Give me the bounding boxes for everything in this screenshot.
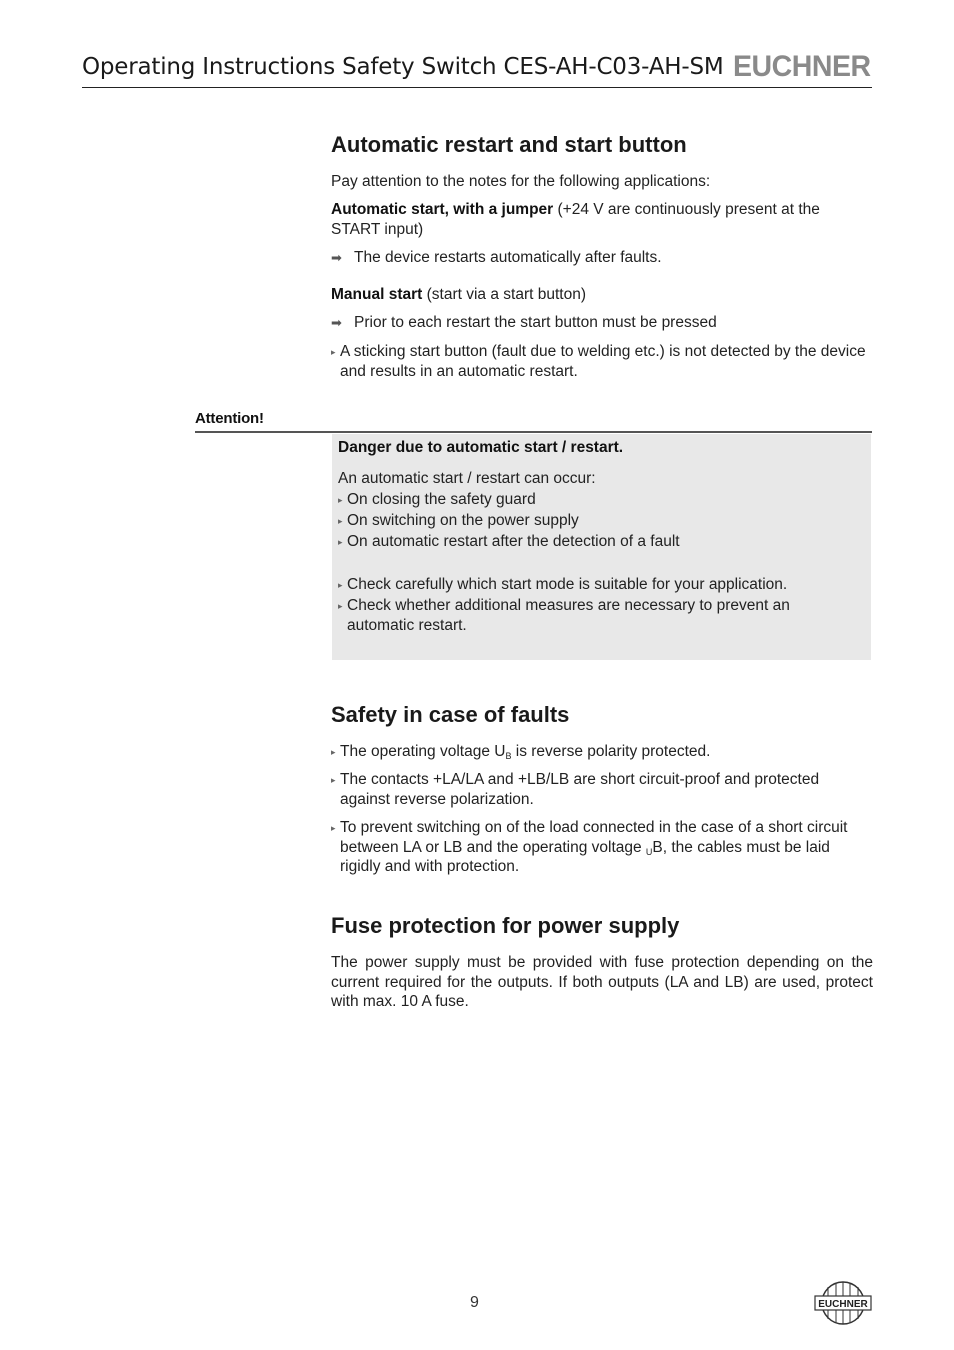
- triangle-bullet-icon: ▸: [338, 601, 343, 611]
- list-item: ▸ On automatic restart after the detection of a fault: [338, 532, 858, 552]
- auto-start-result: ➡ The device restarts automatically after faults.: [331, 249, 662, 266]
- triangle-bullet-icon: ▸: [331, 347, 336, 357]
- attention-divider: [195, 431, 872, 433]
- attention-label: Attention!: [195, 410, 264, 427]
- euchner-seal-logo: [814, 1280, 872, 1326]
- section-title-fuse: Fuse protection for power supply: [331, 913, 680, 938]
- triangle-bullet-icon: ▸: [338, 580, 343, 590]
- right-arrow-icon: ➡: [331, 250, 342, 265]
- list-item: ▸ Check carefully which start mode is suitable for your application.: [338, 575, 858, 595]
- manual-start-heading: Manual start: [331, 286, 423, 303]
- brand-logo: EUCHNER: [733, 50, 871, 83]
- document-title: Operating Instructions Safety Switch CES-AH-C03-AH-SM: [82, 54, 724, 80]
- section-title-restart: Automatic restart and start button: [331, 132, 687, 157]
- fault-item-contacts: ▸ The contacts +LA/LA and +LB/LB are short circuit-proof and protected against reverse polarization.: [331, 771, 820, 808]
- attention-box-title: Danger due to automatic start / restart.: [338, 439, 624, 456]
- list-item: ▸ On closing the safety guard: [338, 490, 858, 510]
- manual-start-result: ➡ Prior to each restart the start button must be pressed: [331, 314, 717, 331]
- header-divider: [82, 87, 872, 88]
- page-number: 9: [470, 1294, 479, 1311]
- fault-item-voltage: ▸ The operating voltage $U_B$ is reverse polarity protected.: [331, 743, 711, 761]
- sticking-button-note: ▸ A sticking start button (fault due to welding etc.) is not detected by the device and results in an automatic restart.: [331, 343, 866, 380]
- triangle-bullet-icon: ▸: [338, 516, 343, 526]
- manual-start-description: (start via a start button): [422, 286, 586, 303]
- auto-start-paragraph: [331, 200, 873, 239]
- attention-box: [332, 434, 871, 660]
- section-title-faults: Safety in case of faults: [331, 702, 570, 727]
- triangle-bullet-icon: ▸: [331, 823, 336, 833]
- triangle-bullet-icon: ▸: [331, 775, 336, 785]
- attention-intro: An automatic start / restart can occur:: [338, 470, 596, 487]
- list-item: ▸ On switching on the power supply: [338, 511, 858, 531]
- list-item: ▸ Check whether additional measures are necessary to prevent an automatic restart.: [338, 597, 790, 634]
- footer-logo-text: EUCHNER: [818, 1299, 868, 1310]
- section-intro: Pay attention to the notes for the following applications:: [331, 173, 711, 190]
- triangle-bullet-icon: ▸: [331, 747, 336, 757]
- fuse-paragraph: The power supply must be provided with fuse protection depending on the current required for the outputs. If both outputs (LA and LB) are used, protect with max. 10 A fuse.: [331, 954, 873, 1010]
- manual-start-paragraph: [331, 285, 873, 305]
- triangle-bullet-icon: ▸: [338, 537, 343, 547]
- fault-item-cabling: ▸ To prevent switching on of the load connected in the case of a short circuit between LA or LB and the operating voltage $_U$B, the cables must be laid rigidly and with protection.: [331, 819, 848, 875]
- right-arrow-icon: ➡: [331, 315, 342, 330]
- auto-start-heading: Automatic start, with a jumper: [331, 201, 554, 218]
- triangle-bullet-icon: ▸: [338, 495, 343, 505]
- auto-start-description: (+24 V are continuously present at the START input): [331, 201, 820, 238]
